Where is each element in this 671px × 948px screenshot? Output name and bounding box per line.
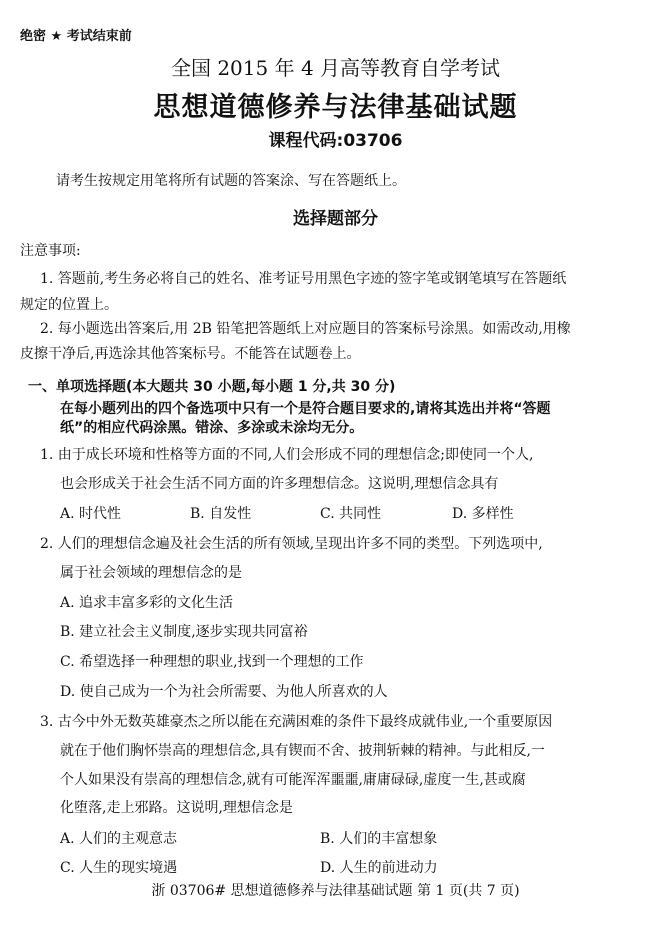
question-1-option-b: B. 自发性 <box>190 506 252 522</box>
question-2-option-a: A. 追求丰富多彩的文化生活 <box>60 595 234 611</box>
question-2-line-2: 属于社会领域的理想信念的是 <box>60 565 242 581</box>
answer-instruction: 请考生按规定用笔将所有试题的答案涂、写在答题纸上。 <box>56 173 406 189</box>
question-1-line-2: 也会形成关于社会生活不同方面的许多理想信念。这说明,理想信念具有 <box>60 476 499 492</box>
notice-title: 注意事项: <box>20 243 81 259</box>
question-1-option-c: C. 共同性 <box>320 506 382 522</box>
question-2-line-1: 2. 人们的理想信念遍及社会生活的所有领域,呈现出许多不同的类型。下列选项中, <box>40 536 543 552</box>
section-description-line-2: 纸”的相应代码涂黑。错涂、多涂或未涂均无分。 <box>60 420 364 436</box>
confidential-mark: 绝密 ★ 考试结束前 <box>20 29 132 44</box>
question-1-line-1: 1. 由于成长环境和性格等方面的不同,人们会形成不同的理想信念;即使同一个人, <box>40 447 534 463</box>
question-2-option-b: B. 建立社会主义制度,逐步实现共同富裕 <box>60 624 308 640</box>
question-2-option-d: D. 使自己成为一个为社会所需要、为他人所喜欢的人 <box>60 684 388 700</box>
question-2-option-c: C. 希望选择一种理想的职业,找到一个理想的工作 <box>60 654 364 670</box>
exam-name: 全国 2015 年 4 月高等教育自学考试 <box>170 56 501 80</box>
part-title: 选择题部分 <box>293 209 378 229</box>
section-description-line-1: 在每小题列出的四个备选项中只有一个是符合题目要求的,请将其选出并将“答题 <box>60 401 551 417</box>
section-heading: 一、单项选择题(本大题共 30 小题,每小题 1 分,共 30 分) <box>28 379 396 395</box>
question-3-line-1: 3. 古今中外无数英雄豪杰之所以能在充满困难的条件下最终成就伟业,一个重要原因 <box>40 714 553 730</box>
question-3-option-a: A. 人们的主观意志 <box>60 831 178 847</box>
question-3-line-3: 个人如果没有崇高的理想信念,就有可能浑浑噩噩,庸庸碌碌,虚度一生,甚或腐 <box>60 772 526 788</box>
page-footer: 浙 03706# 思想道德修养与法律基础试题 第 1 页(共 7 页) <box>151 883 520 899</box>
question-3-option-b: B. 人们的丰富想象 <box>320 831 438 847</box>
question-1-option-a: A. 时代性 <box>60 506 122 522</box>
paper-title: 思想道德修养与法律基础试题 <box>153 92 518 123</box>
notice-item-1-line-1: 1. 答题前,考生务必将自己的姓名、准考证号用黑色字迹的签字笔或钢笔填写在答题纸 <box>40 271 567 287</box>
notice-item-2-line-1: 2. 每小题选出答案后,用 2B 铅笔把答题纸上对应题目的答案标号涂黑。如需改动,用橡 <box>40 321 571 337</box>
question-3-line-4: 化堕落,走上邪路。这说明,理想信念是 <box>60 800 293 816</box>
question-3-option-c: C. 人生的现实境遇 <box>60 860 178 876</box>
question-3-option-d: D. 人生的前进动力 <box>320 860 438 876</box>
question-3-line-2: 就在于他们胸怀崇高的理想信念,具有锲而不舍、披荆斩棘的精神。与此相反,一 <box>60 743 545 759</box>
course-code: 课程代码:03706 <box>268 131 403 151</box>
question-1-option-d: D. 多样性 <box>452 506 514 522</box>
notice-item-2-line-2: 皮擦干净后,再选涂其他答案标号。不能答在试题卷上。 <box>20 346 361 362</box>
notice-item-1-line-2: 规定的位置上。 <box>20 297 118 313</box>
